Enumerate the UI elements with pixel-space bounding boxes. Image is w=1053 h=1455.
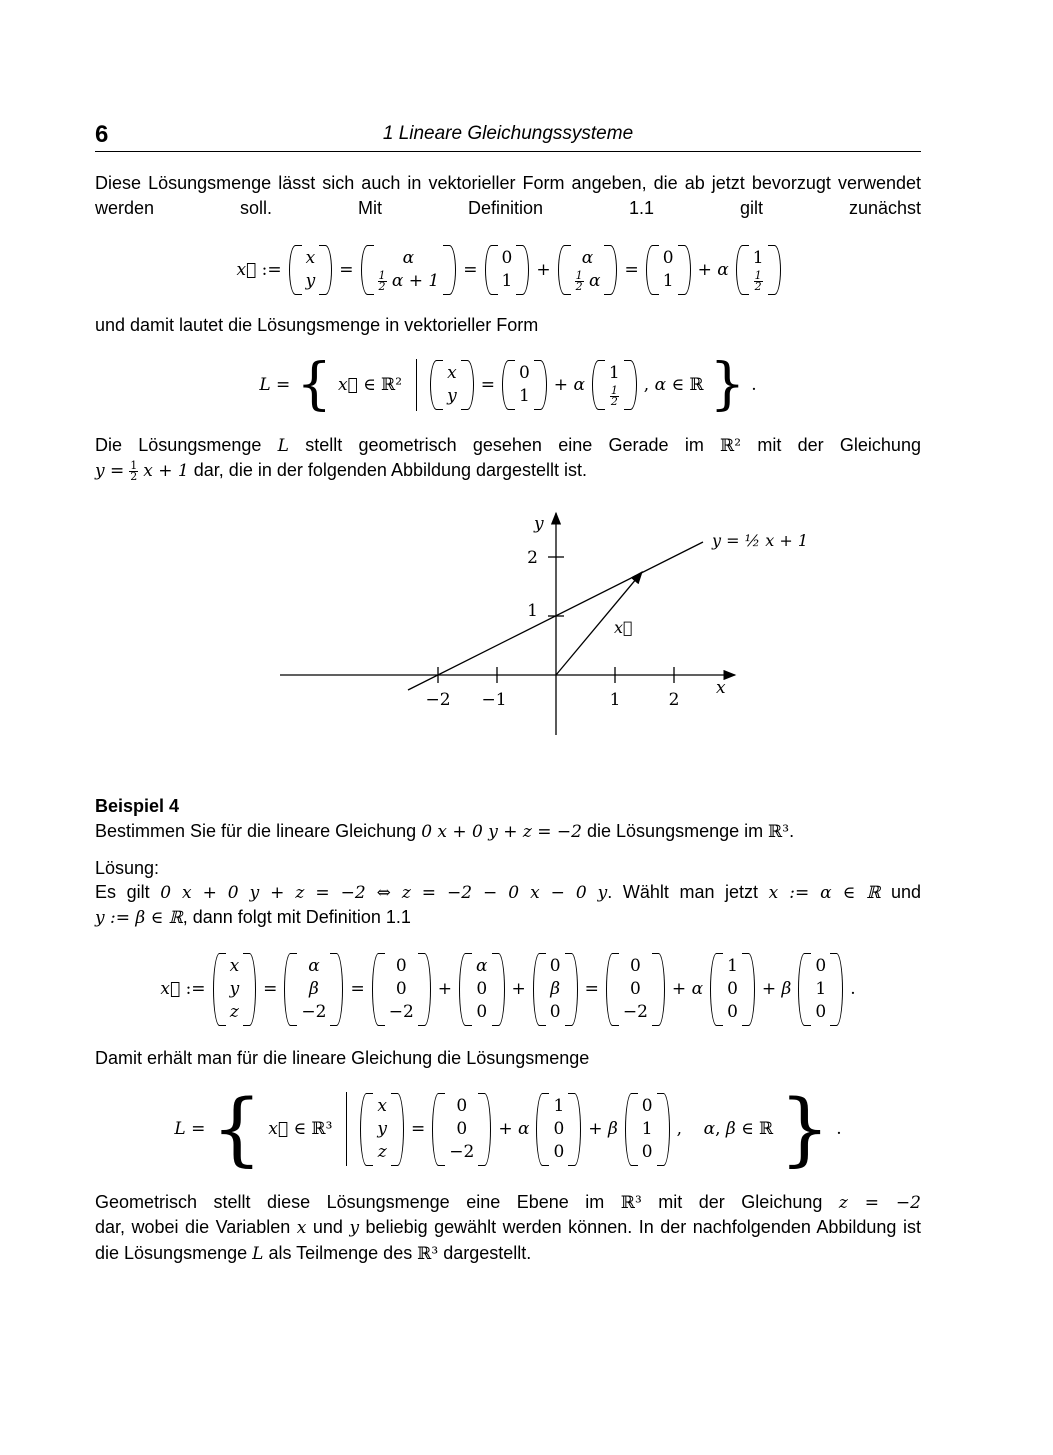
line-label: y = ½ x + 1 [712, 531, 808, 550]
paragraph-intro: Diese Lösungsmenge lässt sich auch in vektorieller Form angeben, die ab jetzt bevorzugt verwendet werden soll. Mit Definition 1.1 gilt zunächst [95, 173, 921, 218]
math-symbol-L: L [277, 436, 289, 456]
x-tick-label: −1 [481, 690, 507, 710]
document-page [95, 0, 921, 1455]
math-R2: ℝ² [720, 436, 742, 456]
paragraph-plane-line-1 [95, 1190, 921, 1216]
fraction-half: $\frac{1}{2}$ [130, 458, 138, 483]
math-line-lhs: y = [95, 461, 125, 481]
solution-line-1 [95, 880, 921, 906]
example-title: Beispiel 4 [95, 796, 180, 816]
text-fragment: . Wählt man jetzt [607, 882, 759, 902]
x-tick-label: 1 [609, 690, 621, 710]
solution-line-2 [95, 905, 921, 931]
text-fragment: und [312, 1217, 343, 1237]
math-line-rhs: x + 1 [143, 461, 189, 481]
line-plot-figure [280, 505, 808, 745]
example-statement: Bestimmen Sie für die lineare Gleichung 0 x + 0 y + z = −2 die Lösungsmenge im ℝ³. [95, 821, 795, 842]
paragraph-geometry-line-2 [95, 458, 921, 484]
page-number: 6 [95, 121, 109, 148]
text-fragment: dar, wobei die Variablen [95, 1217, 291, 1237]
x-tick-label: −2 [425, 690, 451, 710]
math-x-alpha: x := α ∈ ℝ [768, 883, 881, 903]
y-tick-label: 2 [527, 548, 538, 568]
vector-definition-equation: x⃗ := x y = α $\frac{1}{2}$ α + 1 = 0 1 + α $\frac{1}{2}$ α = 0 1 + α 1 $\frac{1}{2}$ [95, 240, 921, 300]
text-fragment: Geometrisch stellt diese Lösungsmenge eine Ebene im [95, 1192, 605, 1212]
math-x: x [296, 1218, 307, 1238]
solution-set-2d-equation: L = { x⃗ ∈ ℝ² x y = 0 1 + α 1 $\frac{1}{2}$ , α ∈ ℝ } . [259, 352, 757, 417]
page-header [95, 117, 921, 152]
math-y-beta: y := β ∈ ℝ [95, 908, 183, 928]
text-fragment: Bestimmen Sie für die lineare Gleichung [95, 821, 417, 841]
math-R3: ℝ³ [768, 822, 790, 842]
text-fragment: Es gilt [95, 882, 150, 902]
text-fragment: die Lösungsmenge im [587, 821, 764, 841]
vector-3d-equation: x⃗ := x y z = α β −2 = 0 0 −2 + α 0 0 + 0 β 0 = 0 0 −2 + α 1 0 0 + β 0 1 0 . [95, 948, 921, 1030]
math-R3: ℝ³ [620, 1193, 642, 1213]
y-axis-label: y [534, 514, 544, 534]
text-fragment: als Teilmenge des [268, 1243, 413, 1263]
text-fragment: , dann folgt mit Definition 1.1 [182, 907, 411, 927]
paragraph-vector-form: und damit lautet die Lösungsmenge in vektorieller Form [95, 315, 539, 335]
x-axis-label: x [716, 678, 726, 698]
paragraph-plane-rest [95, 1215, 921, 1267]
paragraph-solution-set: Damit erhält man für die lineare Gleichung die Lösungsmenge [95, 1048, 590, 1068]
x-tick-label: 2 [668, 690, 680, 710]
solution-set-3d-equation: L = { x⃗ ∈ ℝ³ x y z = 0 0 −2 + α 1 0 0 + β 0 1 0 , α, β ∈ ℝ } . [174, 1082, 842, 1175]
solution-title: Lösung: [95, 858, 160, 878]
paragraph-geometry-line [95, 433, 921, 459]
text-fragment: und [890, 882, 921, 902]
math-symbol-L: L [252, 1244, 264, 1264]
math-R3: ℝ³ [417, 1244, 439, 1264]
math-plane-equation: z = −2 [838, 1193, 921, 1213]
text-fragment: dar, die in der folgenden Abbildung dargestellt ist. [193, 460, 588, 480]
text-fragment: mit der Gleichung [658, 1192, 823, 1212]
math-y: y [349, 1218, 360, 1238]
text-fragment: dargestellt. [443, 1243, 532, 1263]
chapter-title: 1 Lineare Gleichungssysteme [382, 123, 634, 144]
vector-label: x⃗ [614, 618, 633, 637]
text-fragment: mit der Gleichung [757, 435, 921, 455]
text-fragment: stellt geometrisch gesehen eine Gerade im [305, 435, 704, 455]
text-fragment: beliebig gewählt werden können. In der nachfolgenden Abbildung ist die Lösungsmenge [95, 1217, 921, 1263]
math-equivalence: 0 x + 0 y + z = −2 ⇔ z = −2 − 0 x − 0 y [160, 883, 608, 903]
text-fragment: Die Lösungsmenge [95, 435, 262, 455]
y-tick-label: 1 [527, 601, 538, 621]
math-linear-equation: 0 x + 0 y + z = −2 [421, 822, 582, 842]
